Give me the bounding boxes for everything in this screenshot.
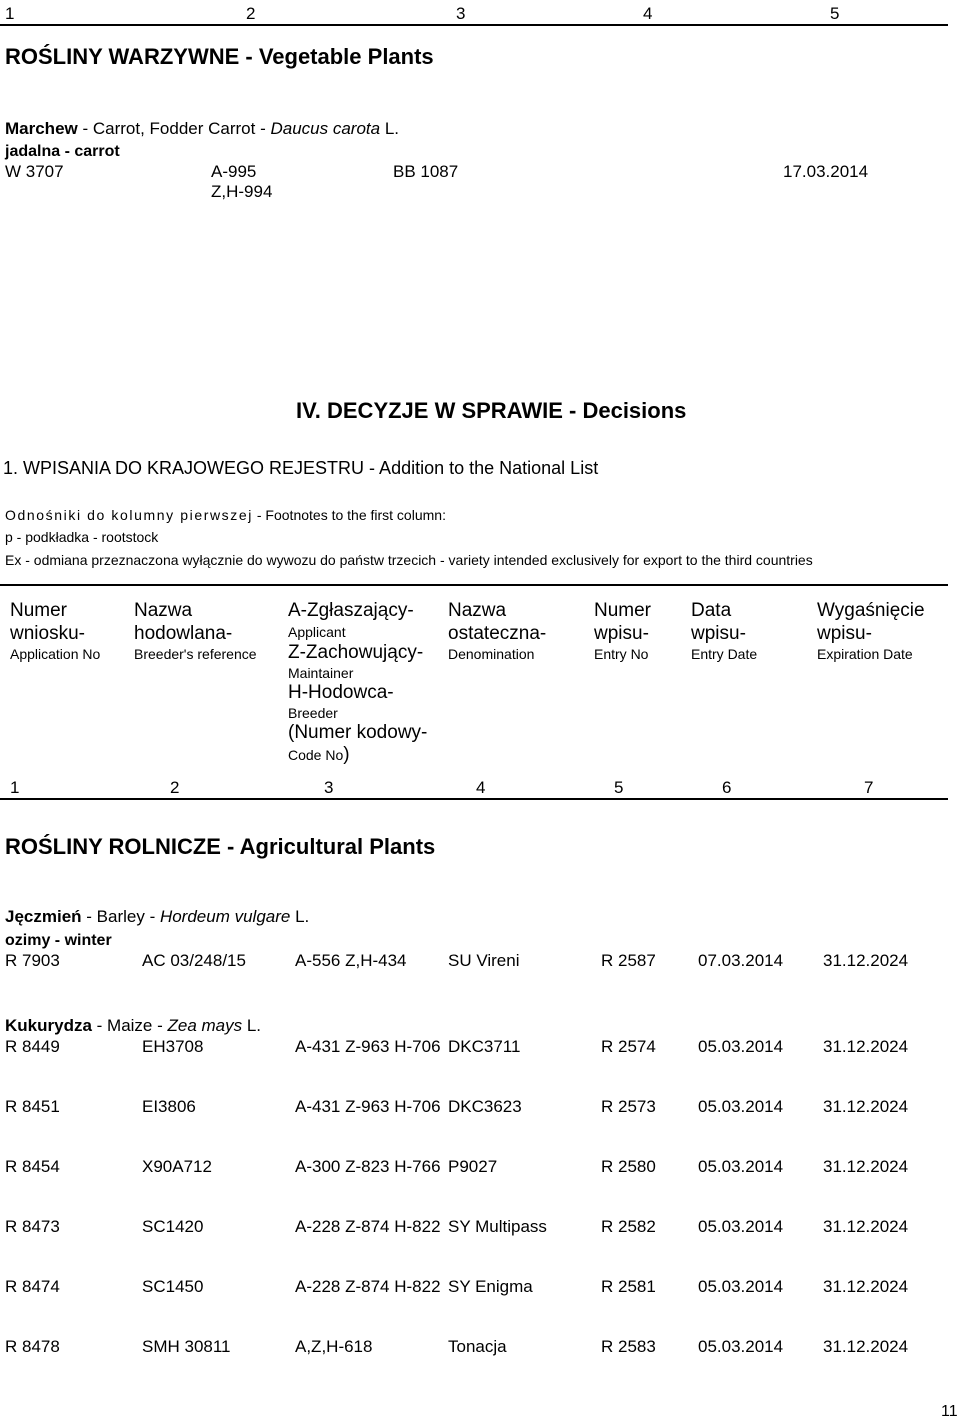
applicant-codes: A-995 Z,H-994 [211, 162, 273, 201]
col-number: 3 [324, 778, 334, 797]
col-header-line: Nazwa [134, 600, 193, 621]
col-header-line: Application No [10, 646, 101, 662]
denomination: P9027 [448, 1157, 498, 1176]
divider [0, 584, 948, 586]
top-col-number: 1 [5, 4, 15, 23]
table-row [0, 951, 960, 971]
col-header-line: Applicant [288, 624, 346, 640]
entry-date: 05.03.2014 [698, 1217, 784, 1236]
denomination: SY Enigma [448, 1277, 533, 1296]
entry-date: 05.03.2014 [698, 1277, 784, 1296]
col-number: 6 [722, 778, 732, 797]
breeder-reference: AC 03/248/15 [142, 951, 246, 970]
maintainer-codes: A-228 Z-874 H-822 [295, 1277, 441, 1296]
col-header-line: Numer [10, 600, 68, 621]
section-title-vegetable: ROŚLINY WARZYWNE - Vegetable Plants [5, 44, 434, 69]
entry-number: R 2587 [601, 951, 656, 970]
table-row [0, 1337, 960, 1357]
col-header-line: Entry Date [691, 646, 758, 662]
top-col-number: 3 [456, 4, 466, 23]
col-header-line: Breeder [288, 705, 338, 721]
maintainer-codes: A-228 Z-874 H-822 [295, 1217, 441, 1236]
col-number: 4 [476, 778, 486, 797]
top-col-number: 5 [830, 4, 840, 23]
expiration-date: 31.12.2024 [823, 1097, 909, 1116]
breeder-reference: BB 1087 [393, 162, 459, 181]
breeder-reference: EI3806 [142, 1097, 196, 1116]
col-header-line: wpisu- [691, 623, 746, 644]
top-col-number: 2 [246, 4, 256, 23]
application-date: 17.03.2014 [783, 162, 869, 181]
denomination: SU Vireni [448, 951, 520, 970]
expiration-date: 31.12.2024 [823, 1277, 909, 1296]
footnote-rootstock: p - podkładka - rootstock [5, 529, 159, 545]
species-author: L. [290, 907, 310, 926]
maintainer-codes: A-431 Z-963 H-706 [295, 1097, 441, 1116]
table-row [0, 1217, 960, 1237]
species-name-pl: Jęczmień [5, 907, 82, 926]
footnotes-heading-pl: Odnośniki do kolumny pierwszej [5, 507, 253, 523]
denomination: DKC3711 [448, 1037, 521, 1056]
application-number: R 8473 [5, 1217, 60, 1236]
col-header-line: Entry No [594, 646, 649, 662]
decisions-title: IV. DECYZJE W SPRAWIE - Decisions [296, 398, 687, 423]
expiration-date: 31.12.2024 [823, 1217, 909, 1236]
expiration-date: 31.12.2024 [823, 951, 909, 970]
col-header-line: Nazwa [448, 600, 507, 621]
entry-date: 05.03.2014 [698, 1097, 784, 1116]
maintainer-codes: A,Z,H-618 [295, 1337, 373, 1356]
denomination: DKC3623 [448, 1097, 522, 1116]
decisions-subtitle: 1. WPISANIA DO KRAJOWEGO REJESTRU - Addition to the National List [3, 458, 599, 478]
entry-date: 05.03.2014 [698, 1157, 784, 1176]
col-number: 2 [170, 778, 180, 797]
species-subtype: ozimy - winter [5, 932, 112, 949]
col-header-line: H-Hodowca- [288, 682, 394, 703]
species-author: L. [380, 119, 399, 138]
table-row [0, 1097, 960, 1117]
col-header-line: Z-Zachowujący- [288, 642, 424, 663]
species-name-en: - Carrot, Fodder Carrot - [77, 119, 271, 138]
expiration-date: 31.12.2024 [823, 1037, 909, 1056]
col-number: 5 [614, 778, 624, 797]
maintainer-codes: A-556 Z,H-434 [295, 951, 407, 970]
species-name-latin: Zea mays [167, 1016, 243, 1035]
col-header-line: ostateczna- [448, 623, 547, 644]
entry-number: R 2583 [601, 1337, 656, 1356]
top-col-number: 4 [643, 4, 653, 23]
col-header-line: A-Zgłaszający- [288, 600, 414, 621]
col-header-line: Numer [594, 600, 652, 621]
footnotes-heading-en: - Footnotes to the first column: [252, 507, 446, 523]
entry-date: 05.03.2014 [698, 1337, 784, 1356]
breeder-reference: SC1420 [142, 1217, 204, 1236]
col-header-line: (Numer kodowy- [288, 722, 428, 743]
breeder-reference: SMH 30811 [142, 1337, 231, 1356]
application-number: R 8454 [5, 1157, 60, 1176]
species-name-latin: Daucus carota [270, 119, 381, 138]
application-number: R 8451 [5, 1097, 60, 1116]
application-number: R 8449 [5, 1037, 60, 1056]
table-row [0, 1277, 960, 1297]
col-header-line: Expiration Date [817, 646, 913, 662]
breeder-reference: X90A712 [142, 1157, 212, 1176]
entry-date: 07.03.2014 [698, 951, 784, 970]
col-header-line: Denomination [448, 646, 535, 662]
species-name-pl: Kukurydza [5, 1016, 92, 1035]
breeder-reference: SC1450 [142, 1277, 204, 1296]
table-row [0, 1037, 960, 1057]
col-header-line: wniosku- [10, 623, 85, 644]
col-header-line: hodowlana- [134, 623, 233, 644]
col-header-line: Breeder's reference [134, 646, 257, 662]
entry-number: R 2581 [601, 1277, 656, 1296]
denomination: Tonacja [448, 1337, 507, 1356]
divider [0, 798, 948, 800]
col-header-paren: ) [343, 744, 350, 765]
table-row [0, 1157, 960, 1177]
application-number: R 8478 [5, 1337, 60, 1356]
divider [0, 24, 948, 26]
expiration-date: 31.12.2024 [823, 1157, 909, 1176]
col-header-line: wpisu- [594, 623, 649, 644]
species-subtype: jadalna - carrot [5, 143, 120, 160]
maintainer-codes: A-431 Z-963 H-706 [295, 1037, 441, 1056]
species-heading-carrot [5, 119, 399, 139]
col-number: 1 [10, 778, 20, 797]
application-number: R 7903 [5, 951, 60, 970]
breeder-reference: EH3708 [142, 1037, 204, 1056]
col-header-line: Maintainer [288, 665, 354, 681]
species-author: L. [242, 1016, 262, 1035]
species-name-en: - Maize - [91, 1016, 168, 1035]
col-header-line: Wygaśnięcie [817, 600, 925, 621]
entry-number: R 2574 [601, 1037, 656, 1056]
application-number: W 3707 [5, 162, 64, 181]
application-number: R 8474 [5, 1277, 60, 1296]
col-number: 7 [864, 778, 874, 797]
denomination: SY Multipass [448, 1217, 547, 1236]
expiration-date: 31.12.2024 [823, 1337, 909, 1356]
species-name-pl: Marchew [5, 119, 78, 138]
page-number: 11 [941, 1403, 958, 1420]
entry-number: R 2582 [601, 1217, 656, 1236]
maintainer-codes: A-300 Z-823 H-766 [295, 1157, 441, 1176]
species-heading-maize [5, 1016, 261, 1036]
col-header-line: Data [691, 600, 732, 621]
species-heading-barley [5, 907, 309, 927]
entry-number: R 2580 [601, 1157, 656, 1176]
species-name-en: - Barley - [81, 907, 160, 926]
col-header-code-no: Code No [288, 747, 344, 763]
col-header-line: wpisu- [817, 623, 872, 644]
col-header-line-code [288, 744, 350, 766]
species-name-latin: Hordeum vulgare [159, 907, 291, 926]
footnotes-heading [5, 506, 446, 524]
entry-date: 05.03.2014 [698, 1037, 784, 1056]
footnote-export: Ex - odmiana przeznaczona wyłącznie do wywozu do państw trzecich - variety intended exclusively for export to the third countries [5, 552, 813, 568]
section-title-agricultural: ROŚLINY ROLNICZE - Agricultural Plants [5, 834, 436, 859]
entry-number: R 2573 [601, 1097, 656, 1116]
